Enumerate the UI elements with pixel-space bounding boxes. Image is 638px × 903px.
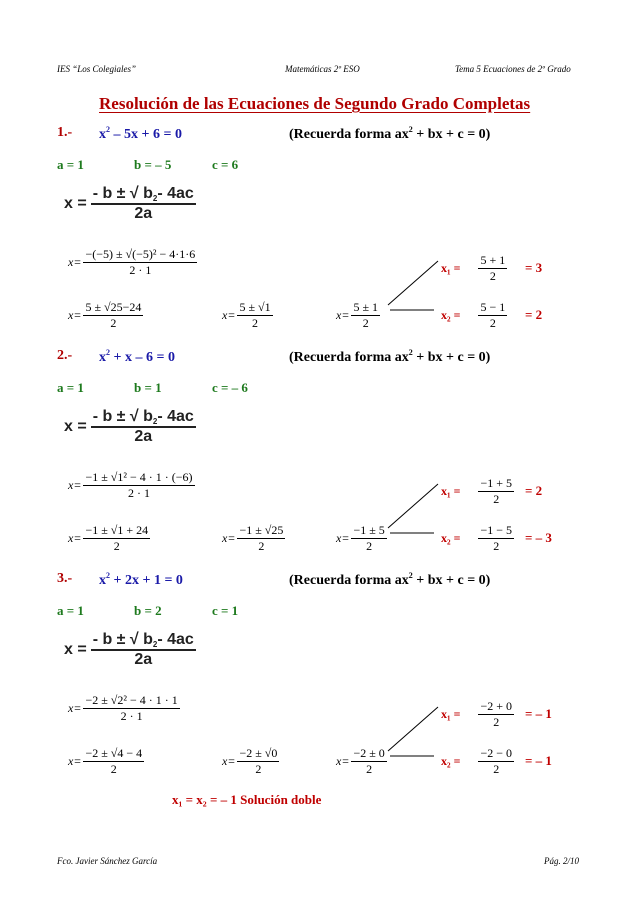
step-simplify-3-fraction-numerator: 5 ± 1 <box>353 300 379 314</box>
equation-rest: – 5x + 6 = 0 <box>110 127 182 142</box>
formula-num-tail: - 4ac <box>157 631 194 648</box>
step-simplify-3 <box>336 523 387 554</box>
step-substitution <box>68 470 195 501</box>
step-substitution-fraction <box>83 693 179 724</box>
step-simplify-1-fraction <box>83 523 150 554</box>
step-substitution-fraction-numerator: −1 ± √1² − 4 · 1 · (−6) <box>85 470 193 484</box>
solution-x1 <box>441 476 514 507</box>
step-substitution-var: x= <box>68 701 82 715</box>
reminder-tail: + bx + c = 0) <box>412 350 491 365</box>
step-simplify-1 <box>68 746 144 777</box>
step-substitution-fraction-numerator: −2 ± √2² − 4 · 1 · 1 <box>85 693 178 707</box>
formula-numerator <box>91 631 196 651</box>
reminder-text: (Recuerda forma ax <box>289 573 409 588</box>
branch-line-x1 <box>388 484 438 528</box>
solution-x1-fraction-denominator: 2 <box>493 715 500 729</box>
step-simplify-3 <box>336 300 380 331</box>
solution-x2 <box>441 523 514 554</box>
solution-x2-result: = – 3 <box>525 530 552 545</box>
step-simplify-1-fraction-numerator: 5 ± √25−24 <box>85 300 142 314</box>
reminder-text: (Recuerda forma ax <box>289 127 409 142</box>
formula-denominator: 2a <box>134 651 153 668</box>
step-substitution <box>68 693 180 724</box>
step-simplify-3-fraction-numerator: −1 ± 5 <box>353 523 385 537</box>
solution-x2 <box>441 746 514 777</box>
step-simplify-3-fraction <box>351 746 386 777</box>
equation-x2: x <box>99 573 106 588</box>
step-simplify-2-fraction <box>237 523 285 554</box>
problem-equation <box>99 571 183 589</box>
step-simplify-2-fraction-denominator: 2 <box>252 316 259 330</box>
solution-x1-fraction-numerator: −1 + 5 <box>480 476 512 490</box>
formula-num-tail: - 4ac <box>157 408 194 425</box>
coef-b: b = 1 <box>134 380 162 395</box>
formula-num: - b ± √ b <box>92 185 153 202</box>
problem-number: 2.- <box>57 348 73 363</box>
step-simplify-2 <box>222 300 273 331</box>
problem-equation <box>99 348 175 366</box>
solution-x2-fraction-numerator: 5 − 1 <box>480 300 506 314</box>
footer-author: Fco. Javier Sánchez García <box>57 856 158 866</box>
solution-x2-result: = 2 <box>525 307 543 322</box>
reminder-exponent: 2 <box>408 348 413 357</box>
formula-num-tail: - 4ac <box>157 185 194 202</box>
equation-rest: + x – 6 = 0 <box>110 350 175 365</box>
formula-exponent: 2 <box>152 194 158 203</box>
equation-x2: x <box>99 127 106 142</box>
step-substitution-fraction <box>83 247 197 278</box>
solution-x2-fraction-numerator: −1 − 5 <box>480 523 512 537</box>
step-simplify-2-fraction-numerator: −2 ± √0 <box>239 746 278 760</box>
step-simplify-2-fraction-denominator: 2 <box>255 762 262 776</box>
step-substitution <box>68 247 197 278</box>
step-simplify-3-fraction-denominator: 2 <box>366 762 373 776</box>
step-simplify-1 <box>68 300 143 331</box>
formula-num: - b ± √ b <box>92 408 153 425</box>
step-simplify-1 <box>68 523 150 554</box>
formula-fraction <box>91 185 196 223</box>
branch-line-x1 <box>388 261 438 305</box>
step-simplify-2-fraction-numerator: 5 ± √1 <box>239 300 271 314</box>
equation-exponent: 2 <box>106 571 110 580</box>
step-substitution-fraction-numerator: −(−5) ± √(−5)² − 4·1·6 <box>85 247 196 261</box>
solution-x1-fraction-denominator: 2 <box>493 492 500 506</box>
solution-x2-result: = – 1 <box>525 753 552 768</box>
formula-numerator <box>91 185 196 205</box>
solution-x1-result: = – 1 <box>525 706 552 721</box>
step-simplify-3-var: x= <box>336 754 350 768</box>
step-simplify-3 <box>336 746 387 777</box>
step-simplify-2 <box>222 523 285 554</box>
formula-lhs: x = <box>64 418 87 435</box>
solution-x2-label: x₂ = <box>441 531 461 545</box>
header-topic: Tema 5 Ecuaciones de 2º Grado <box>455 64 571 74</box>
formula-lhs: x = <box>64 641 87 658</box>
solution-x1-result: = 3 <box>525 260 543 275</box>
solution-x1-label: x₁ = <box>441 261 461 275</box>
step-simplify-2-fraction-denominator: 2 <box>258 539 265 553</box>
reminder-text: (Recuerda forma ax <box>289 350 409 365</box>
solution-x2 <box>441 300 507 331</box>
formula-exponent: 2 <box>152 640 158 649</box>
step-simplify-2-fraction <box>237 300 272 331</box>
step-simplify-3-var: x= <box>336 531 350 545</box>
solution-x2-fraction <box>478 746 514 777</box>
solution-x1 <box>441 253 507 284</box>
coef-b: b = – 5 <box>134 157 172 172</box>
step-substitution-var: x= <box>68 255 82 269</box>
equation-exponent: 2 <box>106 348 110 357</box>
coef-c: c = – 6 <box>212 380 248 395</box>
solution-x2-fraction-denominator: 2 <box>493 762 500 776</box>
step-simplify-2-fraction <box>237 746 279 777</box>
step-simplify-1-var: x= <box>68 308 82 322</box>
coef-b: b = 2 <box>134 603 162 618</box>
step-substitution-var: x= <box>68 478 82 492</box>
step-simplify-1-fraction <box>83 300 143 331</box>
branch-line-x1 <box>388 707 438 751</box>
solution-x2-fraction <box>478 523 514 554</box>
formula-denominator: 2a <box>134 205 153 222</box>
step-substitution-fraction <box>83 470 194 501</box>
step-substitution-fraction-denominator: 2 · 1 <box>120 709 143 723</box>
step-simplify-1-fraction-denominator: 2 <box>110 316 117 330</box>
reminder-tail: + bx + c = 0) <box>412 573 491 588</box>
step-simplify-2-var: x= <box>222 531 236 545</box>
reminder <box>289 348 490 366</box>
equation-rest: + 2x + 1 = 0 <box>110 573 183 588</box>
formula-denominator: 2a <box>134 428 153 445</box>
formula-exponent: 2 <box>152 417 158 426</box>
equation-exponent: 2 <box>106 125 110 134</box>
solution-x2-fraction-denominator: 2 <box>493 539 500 553</box>
step-simplify-1-fraction-numerator: −2 ± √4 − 4 <box>85 746 143 760</box>
reminder <box>289 125 490 143</box>
header-subject: Matemáticas 2º ESO <box>285 64 360 74</box>
problem-equation <box>99 125 182 143</box>
solution-x2-fraction-numerator: −2 − 0 <box>480 746 512 760</box>
coef-c: c = 6 <box>212 157 239 172</box>
step-simplify-2 <box>222 746 279 777</box>
solution-x1-label: x₁ = <box>441 484 461 498</box>
solution-x1 <box>441 699 514 730</box>
formula-fraction <box>91 631 196 669</box>
coef-a: a = 1 <box>57 603 84 618</box>
header-school: IES “Los Colegiales” <box>57 64 137 74</box>
solution-x1-fraction-numerator: −2 + 0 <box>480 699 512 713</box>
quadratic-formula-image <box>64 631 196 669</box>
reminder-exponent: 2 <box>408 571 413 580</box>
formula-numerator <box>91 408 196 428</box>
reminder-tail: + bx + c = 0) <box>412 127 491 142</box>
problem-number: 1.- <box>57 125 73 140</box>
solution-x1-fraction <box>478 476 514 507</box>
solution-x1-label: x₁ = <box>441 707 461 721</box>
step-simplify-1-fraction-numerator: −1 ± √1 + 24 <box>85 523 149 537</box>
reminder <box>289 571 490 589</box>
step-simplify-2-fraction-numerator: −1 ± √25 <box>239 523 284 537</box>
step-simplify-2-var: x= <box>222 308 236 322</box>
coef-c: c = 1 <box>212 603 239 618</box>
step-simplify-3-fraction-numerator: −2 ± 0 <box>353 746 385 760</box>
step-simplify-1-fraction-denominator: 2 <box>110 762 117 776</box>
solution-x2-fraction <box>478 300 507 331</box>
step-simplify-3-fraction <box>351 523 386 554</box>
coef-a: a = 1 <box>57 157 84 172</box>
step-simplify-1-fraction-denominator: 2 <box>113 539 120 553</box>
conclusion: x₁ = x₂ = – 1 Solución doble <box>172 792 322 807</box>
quadratic-formula-image <box>64 185 196 223</box>
step-simplify-1-fraction <box>83 746 144 777</box>
solution-x2-label: x₂ = <box>441 754 461 768</box>
step-simplify-2-var: x= <box>222 754 236 768</box>
formula-num: - b ± √ b <box>92 631 153 648</box>
step-simplify-1-var: x= <box>68 531 82 545</box>
equation-x2: x <box>99 350 106 365</box>
step-simplify-3-var: x= <box>336 308 350 322</box>
step-substitution-fraction-denominator: 2 · 1 <box>127 486 150 500</box>
page-title: Resolución de las Ecuaciones de Segundo Grado Completas <box>99 94 531 113</box>
solution-x1-fraction-denominator: 2 <box>489 269 496 283</box>
reminder-exponent: 2 <box>408 125 413 134</box>
solution-x1-result: = 2 <box>525 483 543 498</box>
solution-x2-fraction-denominator: 2 <box>489 316 496 330</box>
formula-fraction <box>91 408 196 446</box>
formula-lhs: x = <box>64 195 87 212</box>
step-substitution-fraction-denominator: 2 · 1 <box>129 263 152 277</box>
footer-page: Pág. 2/10 <box>544 856 579 866</box>
step-simplify-3-fraction-denominator: 2 <box>362 316 369 330</box>
solution-x2-label: x₂ = <box>441 308 461 322</box>
step-simplify-3-fraction-denominator: 2 <box>366 539 373 553</box>
solution-x1-fraction-numerator: 5 + 1 <box>480 253 506 267</box>
solution-x1-fraction <box>478 253 507 284</box>
step-simplify-3-fraction <box>351 300 380 331</box>
solution-x1-fraction <box>478 699 514 730</box>
problem-number: 3.- <box>57 571 73 586</box>
step-simplify-1-var: x= <box>68 754 82 768</box>
quadratic-formula-image <box>64 408 196 446</box>
coef-a: a = 1 <box>57 380 84 395</box>
